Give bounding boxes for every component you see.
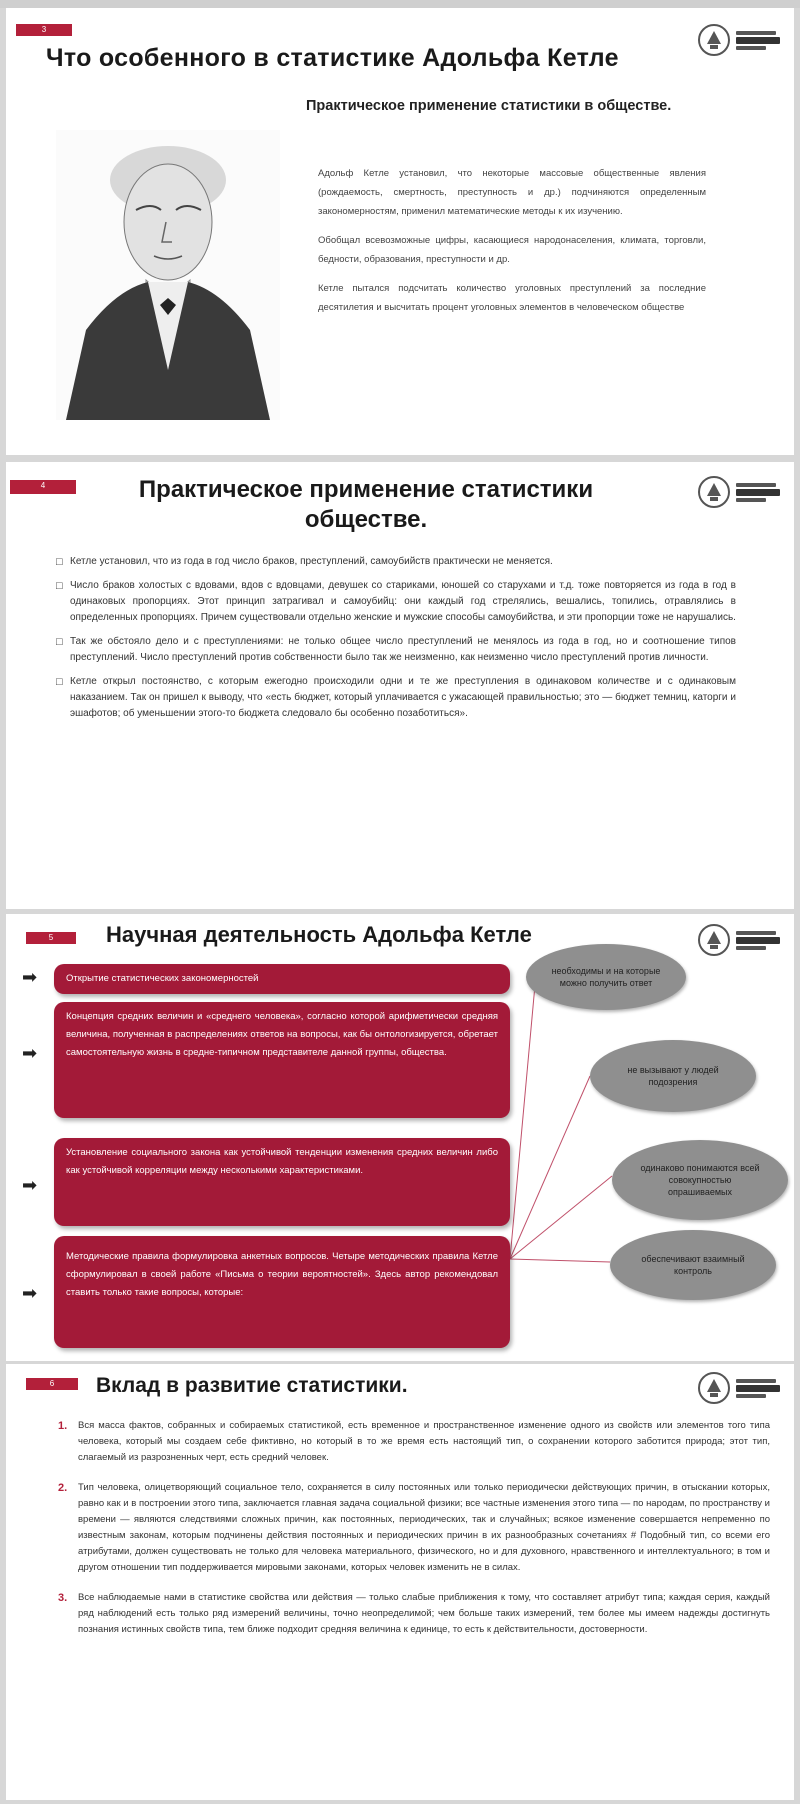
academy-emblem-icon	[696, 22, 732, 58]
item-number: 1.	[58, 1420, 68, 1432]
activity-box: Концепция средних величин и «среднего человека», согласно которой арифметически средняя величина, полученная в распределениях ответов на вопросы, как бы онтологизируется, обретает самостоятельную жизнь в средне-типичном представителе данной группы, общества.	[54, 1002, 510, 1118]
slide-number-tag: 5	[26, 932, 76, 944]
list-item: □ Кетле установил, что из года в год число браков, преступлений, самоубийств практически не меняется.	[56, 554, 736, 570]
activity-box: Открытие статистических закономерностей	[54, 964, 510, 994]
bullet-list	[56, 554, 736, 730]
list-item: □ Кетле открыл постоянство, с которым ежегодно происходили одни и те же преступления в одинаковом количестве и с одинаковым наказанием. Так он пришел к выводу, что «есть бюджет, который уплачивается с ужасающей правильностью; это — бюджет темниц, каторги и эшафотов; об уменьшении этого-то бюджета следовало бы особенно позаботиться».	[56, 674, 736, 722]
slide-number-tag: 3	[16, 24, 72, 36]
question-rule-oval: необходимы и на которые можно получить ответ	[526, 944, 686, 1010]
item-number: 3.	[58, 1592, 68, 1604]
activity-box: Установление социального закона как устойчивой тенденции изменения средних величин либо как устойчивой корреляции между несколькими характеристиками.	[54, 1138, 510, 1226]
slide-scientific-activity	[6, 914, 794, 1361]
slide-subtitle: Практическое применение статистики в обществе.	[306, 98, 672, 114]
text-column	[318, 164, 706, 327]
item-text: Тип человека, олицетворяющий социальное тело, сохраняется в силу постоянных или только периодически действующих причин, в отыскании которых, равно как и в построении этого типа, заключается главная задача социальной физики; все частные изменения этого типа — по народам, по пространству и времени — являются следствиями сложных причин, как постоянных, периодических, так и случайных; всякое изменение совершается непременно по известным законам, которым подчинены действия постоянных и периодических причин в их разнообразных сочетаниях # Подобный тип, со всеми его атрибутами, должен существовать не только для человека материального, физического, но и для духовного, нравственного и интеллектуального; в том и другом отношении тип поддерживается мировыми законами, которых человек изменить не в силах.	[78, 1482, 770, 1573]
status-bar	[0, 0, 800, 8]
paragraph: Адольф Кетле установил, что некоторые массовые общественные явления (рождаемость, смертность, преступность и др.) подчиняются определенным закономерностям, применил математические методы к их изучению.	[318, 168, 706, 217]
arrow-right-icon: ➡	[22, 967, 38, 987]
list-item	[58, 1480, 770, 1576]
item-text: Вся масса фактов, собранных и собираемых статистикой, есть временное и пространственное изменение одного из свойств или элементов того типа человека, который мы создаем себе фиктивно, но который в то же время есть настоящий тип, о сохранении которого заботится природа; этот тип, слагаемый из разрозненных черт, есть средний человек.	[78, 1420, 770, 1463]
list-item: □ Число браков холостых с вдовами, вдов с вдовцами, девушек со стариками, юношей со старухами и т.д. тоже повторяется из года в год в одинаковых пропорциях. Этот принцип затрагивал и самоубийц: они каждый год стрелялись, вешались, топились, отравлялись в определенных пропорциях. Причем существовали отдельно женские и мужские способы самоубийства, и эти пропорции тоже не нарушались.	[56, 578, 736, 626]
question-rule-oval: одинаково понимаются всей совокупностью опрашиваемых	[612, 1140, 788, 1220]
slide-contribution	[6, 1364, 794, 1800]
academy-logo	[696, 470, 786, 514]
question-rule-oval: обеспечивают взаимный контроль	[610, 1230, 776, 1300]
academy-logo	[696, 918, 786, 962]
slide-title: Вклад в развитие статистики.	[96, 1374, 408, 1397]
academy-logo	[696, 1366, 786, 1410]
academy-emblem-icon	[696, 922, 732, 958]
question-rule-oval: не вызывают у людей подозрения	[590, 1040, 756, 1112]
paragraph: Кетле пытался подсчитать количество уголовных преступлений за последние десятилетия и высчитать процент уголовных элементов в человеческом обществе	[318, 283, 706, 313]
academy-emblem-icon	[696, 1370, 732, 1406]
numbered-list	[58, 1418, 770, 1652]
arrow-right-icon: ➡	[22, 1043, 38, 1063]
slide-number-tag: 6	[26, 1378, 78, 1390]
item-text: Все наблюдаемые нами в статистике свойства или действия — только слабые приближения к тому, что составляет атрибут типа; каждая серия, каждый ряд наблюдений есть только ряд измерений величины, точно неопределимой; чем больше таких измерений, тем более мы имеем надежды достигнуть познания истинных свойств типа, тем ближе подходит средняя величина к единице, то есть к действительности, достоверности.	[78, 1592, 770, 1635]
slide-title: Научная деятельность Адольфа Кетле	[106, 922, 532, 947]
quetelet-portrait	[56, 130, 280, 420]
paragraph: Обобщал всевозможные цифры, касающиеся народонаселения, климата, торговли, бедности, образования, преступности и др.	[318, 235, 706, 265]
activity-box: Методические правила формулировка анкетных вопросов. Четыре методических правила Кетле сформулировал в своей работе «Письма о теории вероятностей». Здесь автор рекомендовал ставить только такие вопросы, которые:	[54, 1236, 510, 1348]
slide-title: Практическое применение статистики обществе.	[138, 476, 594, 533]
list-item: □ Так же обстояло дело и с преступлениями: не только общее число преступлений не менялось из года в год, но и соотношение типов преступлений. Число преступлений против собственности было так же неизменно, как неизменно число преступлений против личности.	[56, 634, 736, 666]
list-item	[58, 1418, 770, 1466]
slide-practical-application	[6, 462, 794, 909]
item-number: 2.	[58, 1482, 68, 1494]
slide-number-tag: 4	[10, 480, 76, 494]
academy-logo	[696, 18, 786, 62]
slide-title: Что особенного в статистике Адольфа Кетле	[46, 44, 619, 72]
academy-emblem-icon	[696, 474, 732, 510]
arrow-right-icon: ➡	[22, 1175, 38, 1195]
slide-quetelet-special	[6, 8, 794, 455]
arrow-right-icon: ➡	[22, 1283, 38, 1303]
list-item	[58, 1590, 770, 1638]
